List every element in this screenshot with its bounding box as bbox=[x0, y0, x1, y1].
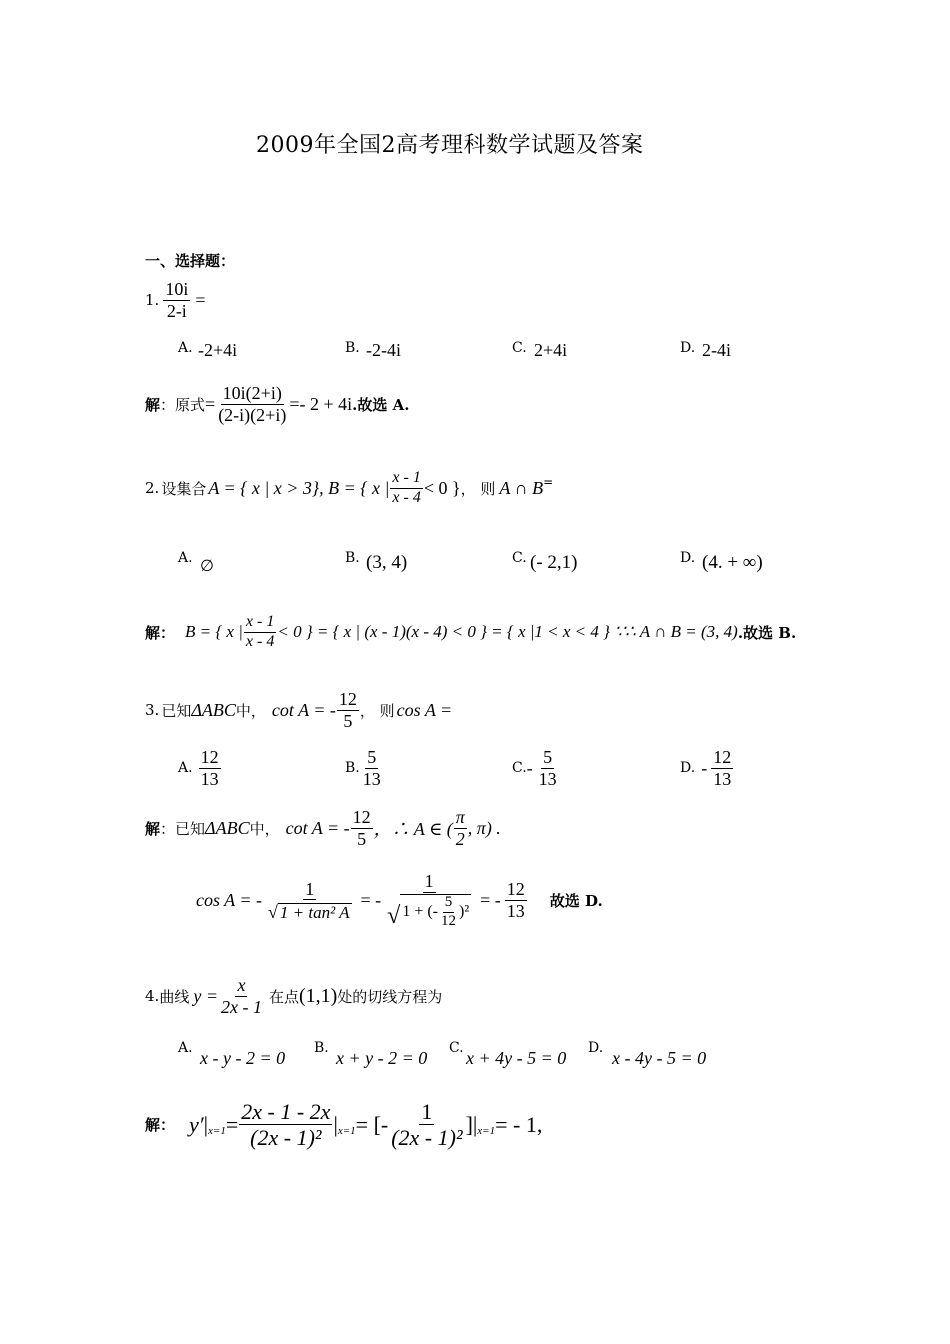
solution-colon: ： bbox=[160, 1116, 176, 1135]
option-b-label: B. bbox=[345, 550, 360, 566]
numerator: 10i(2+i) bbox=[222, 383, 282, 403]
numerator: 1 bbox=[424, 871, 434, 891]
denominator: 2 bbox=[455, 828, 465, 849]
denominator: 2x - 1 bbox=[220, 996, 262, 1017]
fraction bbox=[219, 976, 264, 1017]
solution-result: =- 2 + 4i bbox=[289, 393, 353, 414]
bracket-close: ] bbox=[465, 1111, 473, 1137]
fraction bbox=[711, 748, 733, 789]
option-d-value: 2-4i bbox=[702, 340, 731, 360]
denominator: 5 bbox=[357, 828, 367, 849]
question-text: 曲线 bbox=[159, 987, 190, 1006]
numerator: π bbox=[455, 807, 465, 827]
denominator: 5 bbox=[343, 710, 353, 731]
solution-text: ：已知 bbox=[160, 819, 206, 838]
solution-result: = - 1, bbox=[495, 1111, 543, 1137]
option-b-label: B. bbox=[345, 340, 360, 356]
denominator: 13 bbox=[538, 768, 557, 789]
option-a-label: A. bbox=[178, 1040, 193, 1056]
triangle: ΔABC bbox=[205, 817, 250, 838]
question-text: 已知 bbox=[161, 701, 192, 720]
set-b-suffix: < 0 } bbox=[423, 477, 461, 498]
question-text: ， 则 bbox=[460, 479, 496, 498]
equals-sign: = bbox=[543, 475, 554, 490]
fraction bbox=[351, 808, 373, 849]
question-text: 中， bbox=[235, 701, 266, 720]
solution-1: 解 ：原式 = $\frac{10i(2+i)}{(2-i)(2+i)}$ =- 2 + 4i .故选 A. bbox=[145, 383, 410, 425]
denominator: 2-i bbox=[166, 300, 187, 321]
option-b-label: B. bbox=[314, 1040, 329, 1056]
question-3 bbox=[145, 690, 452, 731]
eval-subscript: x=1 bbox=[337, 1124, 356, 1137]
question-number: 4. bbox=[145, 987, 160, 1006]
denominator: x - 4 bbox=[392, 488, 421, 506]
option-a-value: x - y - 2 = 0 bbox=[200, 1048, 286, 1068]
option-d-label: D. bbox=[588, 1040, 604, 1056]
intersection: A ∩ B bbox=[499, 477, 544, 498]
solution-label: 解 bbox=[145, 819, 161, 838]
solution-3-line-2 bbox=[196, 872, 603, 929]
denominator: 13 bbox=[713, 768, 732, 789]
question-text: 在点 bbox=[268, 987, 299, 1006]
cot-expression: cot A = - bbox=[271, 699, 336, 720]
option-label: D. bbox=[680, 760, 696, 777]
numerator: x - 1 bbox=[390, 470, 422, 489]
cot-expression: cot A = - bbox=[285, 817, 350, 838]
option-sign: - bbox=[526, 757, 533, 778]
denominator: √ 1 + tan² A bbox=[267, 901, 350, 922]
question-1 bbox=[145, 280, 205, 321]
fraction bbox=[537, 748, 559, 789]
fraction bbox=[244, 614, 276, 651]
fraction bbox=[389, 1100, 464, 1149]
solution-3-line-1 bbox=[145, 808, 501, 849]
option-d-value: (4. + ∞) bbox=[702, 552, 763, 573]
fraction bbox=[439, 895, 458, 930]
fraction bbox=[266, 880, 354, 922]
fraction bbox=[163, 280, 190, 321]
numerator: 10i bbox=[165, 279, 189, 299]
answer-choice: .故选 B. bbox=[737, 623, 797, 642]
question-number: 1. bbox=[145, 291, 160, 310]
solution-text: 中， bbox=[249, 819, 280, 838]
fraction bbox=[361, 748, 383, 789]
section-heading: 一、选择题： bbox=[145, 252, 236, 270]
question-text: ， 则 bbox=[359, 701, 395, 720]
denominator: (2x - 1)² bbox=[250, 1125, 322, 1151]
solution-label: 解 bbox=[145, 395, 161, 414]
solution-set-b: B = { x | bbox=[185, 622, 243, 642]
option-a-label: A. bbox=[178, 340, 193, 356]
option-sign: - bbox=[701, 757, 708, 778]
solution-label: 解 bbox=[145, 623, 161, 642]
question-number: 3. bbox=[145, 701, 160, 720]
page-title: 2009年全国2高考理科数学试题及答案 bbox=[256, 133, 644, 158]
numerator: 5 bbox=[443, 895, 455, 913]
numerator: 12 bbox=[506, 879, 525, 900]
option-label: C. bbox=[512, 760, 527, 777]
triangle: ΔABC bbox=[191, 699, 236, 720]
eval-subscript: x=1 bbox=[208, 1124, 226, 1137]
numerator: 12 bbox=[200, 747, 219, 767]
numerator: 1 bbox=[421, 1099, 433, 1124]
range-prefix: ，∴ A ∈ ( bbox=[373, 819, 453, 840]
option-d-label: D. bbox=[680, 550, 696, 566]
fraction bbox=[337, 690, 359, 731]
question-text: 设集合 bbox=[161, 479, 207, 498]
question-2-options bbox=[178, 550, 778, 576]
cos-expression: cos A = bbox=[396, 699, 453, 720]
option-c-label: C. bbox=[512, 550, 527, 566]
fraction bbox=[385, 872, 473, 929]
solution-4: 解 ： y′ | x=1 = $\frac{2x - 1 - 2x}{\text{(2x - 1)²}}$ | x=1 = [- $\frac{1}{\text{(2x - 1)²}}$ ] | x=1 = - 1, bbox=[145, 1099, 543, 1151]
set-b-prefix: , B = { x | bbox=[319, 477, 390, 498]
fraction bbox=[239, 1100, 332, 1149]
question-1-options bbox=[178, 340, 738, 364]
fraction bbox=[199, 748, 221, 789]
denominator: 13 bbox=[506, 901, 525, 922]
radicand-prefix: 1 + (- bbox=[402, 902, 439, 920]
point: (1,1) bbox=[298, 984, 338, 1007]
denominator: x - 4 bbox=[245, 632, 275, 650]
option-c-label: C. bbox=[449, 1040, 464, 1056]
denominator: 12 bbox=[441, 912, 457, 929]
numerator: 12 bbox=[338, 689, 357, 709]
eval-subscript: x=1 bbox=[477, 1124, 496, 1137]
option-d-label: D. bbox=[680, 340, 696, 356]
radicand-suffix: )² bbox=[459, 902, 470, 920]
question-3-options bbox=[178, 748, 778, 798]
function-lhs: y = bbox=[193, 985, 218, 1006]
option-c bbox=[512, 748, 560, 789]
option-b-value: x + y - 2 = 0 bbox=[336, 1048, 428, 1068]
fraction bbox=[454, 808, 467, 849]
derivative: y′ bbox=[189, 1111, 204, 1137]
option-a-value: ∅ bbox=[200, 558, 214, 575]
fraction bbox=[216, 384, 288, 425]
question-number: 2. bbox=[145, 479, 160, 498]
denominator: 13 bbox=[200, 768, 219, 789]
question-text: 处的切线方程为 bbox=[337, 987, 443, 1006]
fraction bbox=[505, 880, 527, 921]
solution-derivation: < 0 } = { x | (x - 1)(x - 4) < 0 } = { x |1 < x < 4 } ∵∴ A ∩ B = (3, 4) bbox=[277, 622, 738, 642]
answer-choice: 故选 D. bbox=[549, 892, 603, 911]
denominator: 13 bbox=[362, 768, 381, 789]
numerator: 5 bbox=[367, 747, 377, 767]
solution-label: 解 bbox=[145, 1116, 161, 1135]
numerator: 12 bbox=[352, 807, 371, 827]
bracket-open: = [- bbox=[355, 1111, 389, 1137]
equals-sign: = - bbox=[480, 890, 501, 911]
range-suffix: , π) . bbox=[467, 817, 501, 838]
equals-sign: = bbox=[195, 289, 206, 310]
option-label: A. bbox=[178, 760, 193, 777]
numerator: x - 1 bbox=[244, 614, 276, 633]
denominator: √ 1 + (- $\frac{5}{12}$ )² bbox=[387, 893, 470, 930]
answer-choice: .故选 A. bbox=[352, 395, 410, 414]
cos-expression: cos A = - bbox=[196, 890, 262, 911]
fraction bbox=[390, 470, 422, 507]
equals-sign: = - bbox=[360, 890, 382, 911]
option-c-value: x + 4y - 5 = 0 bbox=[466, 1048, 567, 1068]
option-label: B. bbox=[345, 760, 360, 777]
question-2 bbox=[145, 470, 553, 507]
numerator: 2x - 1 - 2x bbox=[241, 1099, 331, 1124]
option-b bbox=[345, 748, 384, 789]
option-c-label: C. bbox=[512, 340, 527, 356]
numerator: 12 bbox=[713, 747, 732, 767]
option-c-value: 2+4i bbox=[534, 340, 568, 360]
option-d-value: x - 4y - 5 = 0 bbox=[612, 1048, 707, 1068]
option-b-value: (3, 4) bbox=[366, 552, 408, 573]
option-a-label: A. bbox=[178, 550, 193, 566]
option-d bbox=[680, 748, 734, 789]
numerator: 5 bbox=[543, 747, 553, 767]
set-a: A = { x | x > 3} bbox=[208, 477, 320, 498]
option-a bbox=[178, 748, 222, 789]
radicand: 1 + tan² A bbox=[279, 902, 350, 922]
option-c-value: (- 2,1) bbox=[530, 552, 578, 573]
denominator: (2x - 1)² bbox=[391, 1125, 463, 1151]
solution-text: ：原式 bbox=[160, 395, 206, 414]
solution-2: 解 ： B = { x | $\frac{x - 1}{x - 4}$ < 0 } = { x | (x - 1)(x - 4) < 0 } = { x |1 < x < 4 } ∵∴ A ∩ B = (3, 4) .故选 B. bbox=[145, 613, 797, 650]
numerator: x bbox=[237, 975, 246, 995]
question-4 bbox=[145, 976, 442, 1017]
question-4-options bbox=[178, 1040, 778, 1070]
option-a-value: -2+4i bbox=[198, 340, 238, 360]
numerator: 1 bbox=[305, 878, 315, 899]
denominator: (2-i)(2+i) bbox=[218, 404, 287, 425]
option-b-value: -2-4i bbox=[366, 340, 401, 360]
